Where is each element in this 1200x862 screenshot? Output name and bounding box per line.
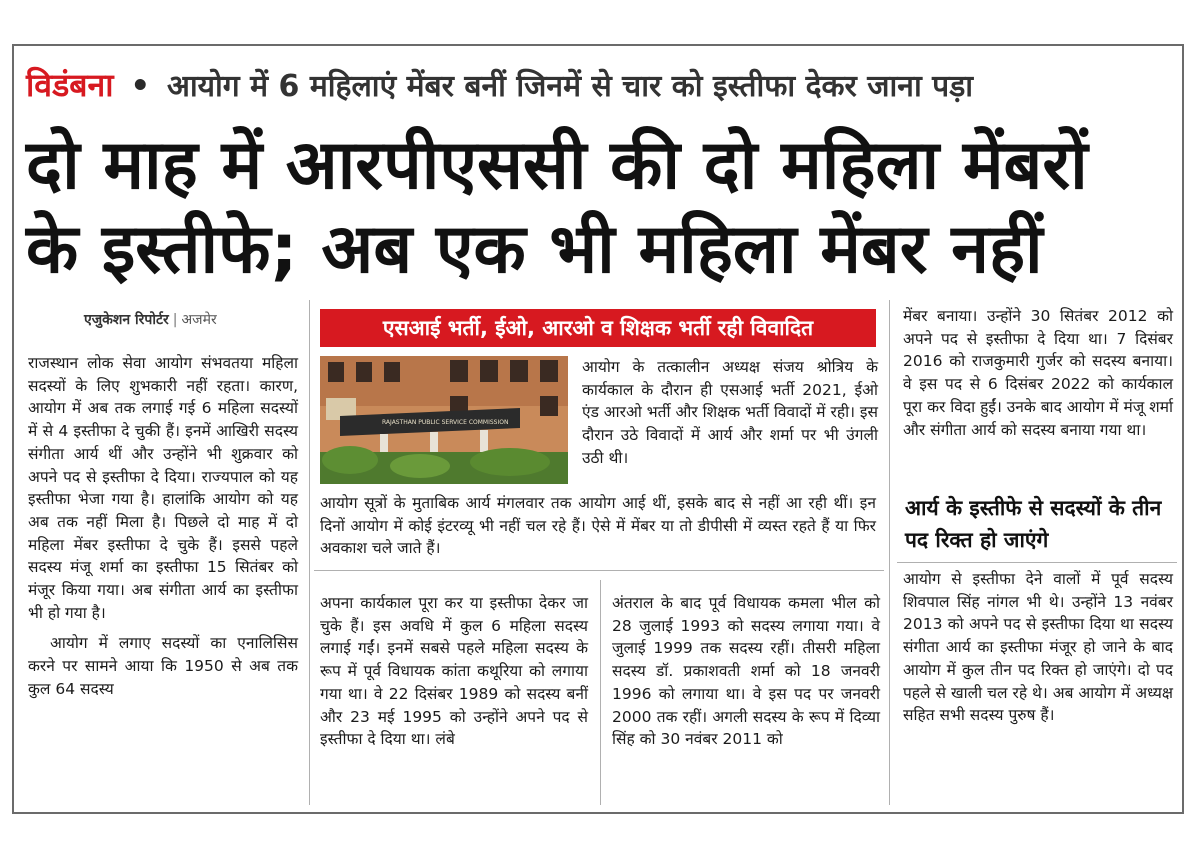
- box-paragraph-2: आयोग सूत्रों के मुताबिक आर्य मंगलवार तक आयोग आई थीं, इसके बाद से नहीं आ रही थीं। इन दिनों आयोग में कोई इंटरव्यू भी नहीं चल रहे हैं। ऐसे में मेंबर या तो डीपीसी में व्यस्त रहते हैं या फिर अवकाश चले जाते हैं।: [320, 494, 876, 558]
- column-divider: [889, 300, 890, 805]
- column-divider: [309, 300, 310, 805]
- column-2: [320, 592, 588, 759]
- col1-paragraph-1: राजस्थान लोक सेवा आयोग संभवतया महिला सदस्यों के लिए शुभकारी नहीं रहता। कारण, आयोग में अब तक लगाई गई 6 महिला सदस्यों में से 4 इस्तीफा दे चुकी हैं। इनमें आखिरी सदस्य संगीता आर्य थीं और उन्होंने भी शुक्रवार को अपने पद से इस्तीफा दे दिया। राज्यपाल को यह इस्तीफा भेजा गया है। हालांकि आयोग को यह अब तक नहीं मिला है। पिछले दो माह में दो महिला मेंबर इस्तीफा दे चुके हैं। इससे पहले सदस्य मंजू शर्मा का इस्तीफा 15 सितंबर को मंजूर किया गया। अब संगीता आर्य का इस्तीफा भी हो गया है।: [28, 354, 298, 622]
- box-paragraph-1: आयोग के तत्कालीन अध्यक्ष संजय श्रोत्रिय के कार्यकाल के दौरान ही एसआई भर्ती 2021, ईओ एंड आरओ भर्ती और शिक्षक भर्ती विवादों में रही। इस दौरान उठे विवादों में आर्य और शर्मा पर भी उंगली उठी थी।: [582, 358, 878, 467]
- column-1: [28, 352, 298, 709]
- building-sign: RAJASTHAN PUBLIC SERVICE COMMISSION: [382, 419, 509, 426]
- subhead-rule: [897, 562, 1177, 563]
- box-text-below: [320, 492, 876, 568]
- kicker-text: आयोग में 6 महिलाएं मेंबर बनीं जिनमें से चार को इस्तीफा देकर जाना पड़ा: [166, 69, 974, 104]
- byline-city: अजमेर: [181, 312, 217, 328]
- rpsc-building-photo: [320, 356, 568, 484]
- box-text-right: [582, 356, 878, 478]
- box-banner: एसआई भर्ती, ईओ, आरओ व शिक्षक भर्ती रही विवादित: [320, 309, 876, 347]
- kicker-bullet: •: [130, 68, 151, 104]
- col2-paragraph: अपना कार्यकाल पूरा कर या इस्तीफा देकर जा चुके हैं। इस अवधि में कुल 6 महिला सदस्य लगाई गईं। इनमें सबसे पहले महिला सदस्य के रूप में पूर्व विधायक कांता कथूरिया को लगाया गया था। वे 22 दिसंबर 1989 को सदस्य बनीं और 23 मई 1995 को उन्होंने अपने पद से इस्तीफा दे दिया था। लंबे: [320, 594, 588, 749]
- col4-paragraph-1: मेंबर बनाया। उन्होंने 30 सितंबर 2012 को अपने पद से इस्तीफा दे दिया था। 7 दिसंबर 2016 को राजकुमारी गुर्जर को सदस्य बनाया। वे इस पद से 6 दिसंबर 2022 को कार्यकाल पूरा कर विदा हुईं। उनके बाद आयोग में मंजू शर्मा और संगीता आर्य को सदस्य बनाया गया था।: [903, 307, 1173, 439]
- building-illustration: [320, 356, 568, 484]
- col1-paragraph-2: आयोग में लगाए सदस्यों का एनालिसिस करने पर सामने आया कि 1950 से अब तक कुल 64 सदस्य: [28, 634, 298, 698]
- box-bottom-rule: [314, 570, 884, 571]
- column-divider: [600, 580, 601, 805]
- byline: [84, 310, 217, 329]
- column-3: [612, 592, 880, 759]
- column-4-bottom: [903, 568, 1173, 735]
- kicker: [26, 62, 973, 108]
- headline-line-2: के इस्तीफे; अब एक भी महिला मेंबर नहीं: [26, 210, 1043, 289]
- kicker-tag: विडंबना: [26, 66, 114, 104]
- col4-subheading: आर्य के इस्तीफे से सदस्यों के तीन पद रिक्त हो जाएंगे: [905, 496, 1162, 552]
- byline-reporter: एजुकेशन रिपोर्टर: [84, 312, 169, 328]
- column-4-top: [903, 305, 1173, 449]
- headline-line-1: दो माह में आरपीएससी की दो महिला मेंबरों: [26, 126, 1088, 205]
- headline: [26, 124, 1176, 292]
- col4-paragraph-2: आयोग से इस्तीफा देने वालों में पूर्व सदस्य शिवपाल सिंह नांगल भी थे। उन्होंने 13 नवंबर 2013 को अपने पद से इस्तीफा दिया था सदस्य संगीता आर्य का इस्तीफा मंजूर हो जाने के बाद आयोग में कुल तीन पद रिक्त हो जाएंगे। दो पद पहले से खाली चल रहे थे। अब आयोग में अध्यक्ष सहित सभी सदस्य पुरुष हैं।: [903, 570, 1173, 725]
- col3-paragraph: अंतराल के बाद पूर्व विधायक कमला भील को 28 जुलाई 1993 को सदस्य लगाया गया। वे जुलाई 1999 तक सदस्य रहीं। तीसरी महिला सदस्य डॉ. प्रकाशवती शर्मा को 18 जनवरी 1996 को लगाया था। वे इस पद पर जनवरी 2000 तक रहीं। अगली सदस्य के रूप में दिव्या सिंह को 30 नवंबर 2011 को: [612, 594, 880, 749]
- byline-separator: |: [172, 312, 178, 328]
